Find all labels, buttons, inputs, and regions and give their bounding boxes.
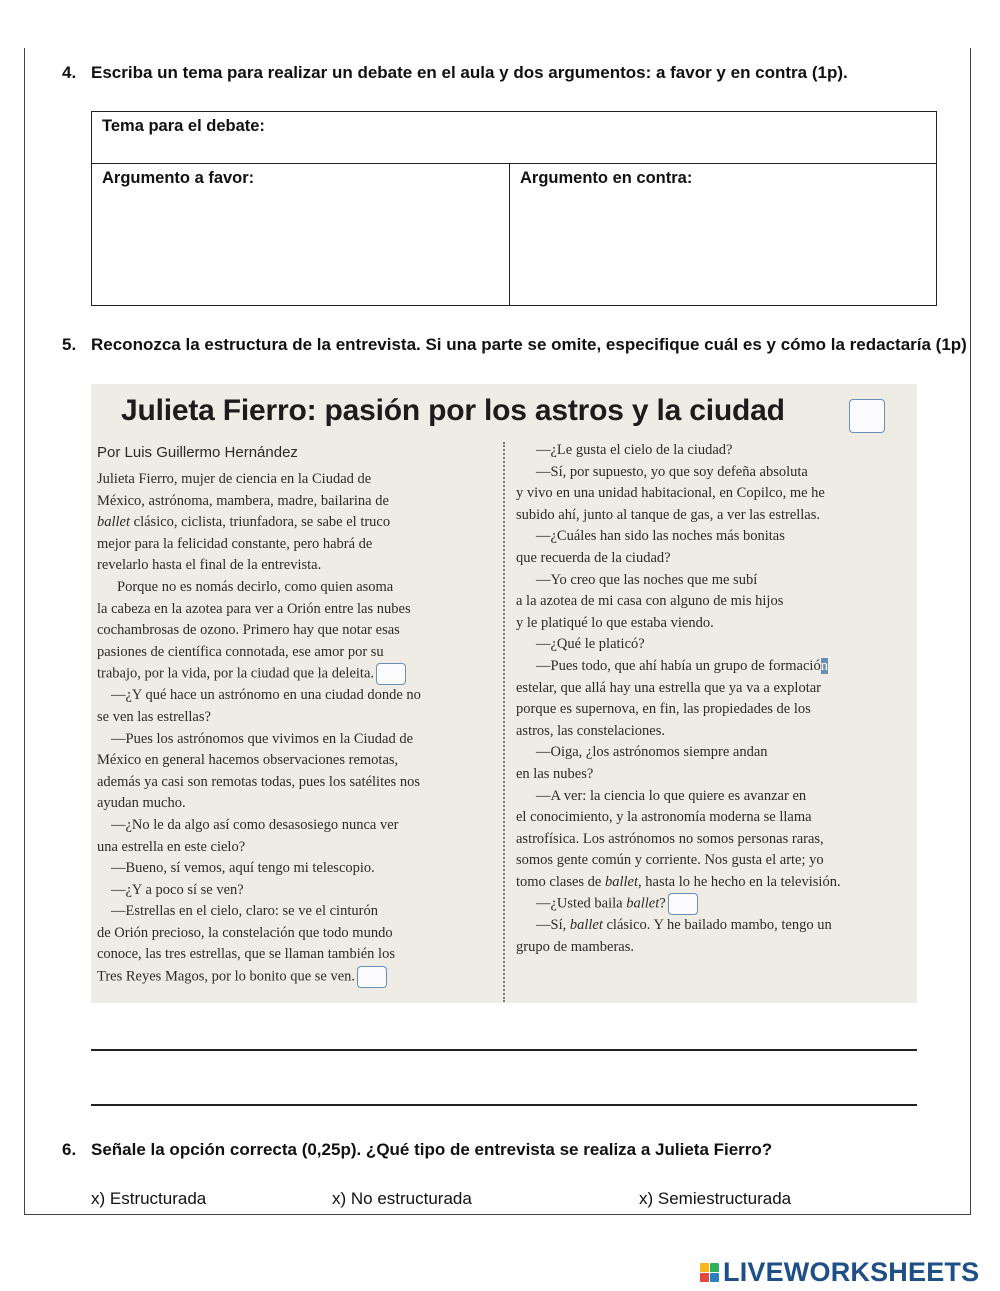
option-semiestructurada[interactable]: x) Semiestructurada [639,1189,792,1208]
article-line: trabajo, por la vida, por la ciudad que la deleita. [97,663,497,685]
article-line: ayudan mucho. [97,795,186,812]
argument-favor-label: Argumento a favor: [102,169,255,187]
logo-square [710,1263,719,1272]
option-no-estructurada[interactable]: x) No estructurada [332,1189,472,1208]
article-line: —A ver: la ciencia lo que quiere es avanzar en [536,787,807,804]
article-line: además ya casi son remotas todas, pues los satélites nos [97,773,420,790]
article-line: conoce, las tres estrellas, que se llaman también los [97,946,395,963]
article-line: y le platiqué lo que estaba viendo. [516,614,714,631]
option-estructurada[interactable]: x) Estructurada [91,1189,207,1208]
article-left-column [97,469,497,988]
article-line: —Sí, ballet clásico. Y he bailado mambo, tengo un [536,917,832,934]
article-line: —Sí, por supuesto, yo que soy defeña absoluta [536,463,808,480]
column-divider [503,442,505,1002]
article-line: —Pues todo, que ahí había un grupo de formación [536,657,828,674]
question-text: Reconozca la estructura de la entrevista. Si una parte se omite, especifique cuál es y cómo la redactaría (1p) [91,335,967,354]
ballet-word: ballet [97,514,131,531]
article-line: revelarlo hasta el final de la entrevista. [97,557,322,574]
article-line: la cabeza en la azotea para ver a Orión entre las nubes [97,600,411,617]
article-line: —¿Cuáles han sido las noches más bonitas [536,528,785,545]
highlighted-char: n [820,657,828,674]
question-number: 5. [62,335,77,354]
article-line: —Bueno, sí vemos, aquí tengo mi telescopio. [111,860,375,877]
logo-square [700,1273,709,1282]
debate-topic-cell[interactable] [92,112,936,164]
article-line: somos gente común y corriente. Nos gusta el arte; yo [516,852,824,869]
question-text: Señale la opción correcta (0,25p). ¿Qué tipo de entrevista se realiza a Julieta Fierro? [91,1140,773,1159]
debate-topic-label: Tema para el debate: [102,117,265,135]
argument-contra-label: Argumento en contra: [520,169,693,187]
article-line: —Estrellas en el cielo, claro: se ve el cinturón [111,903,378,920]
article-line: una estrella en este cielo? [97,838,246,855]
answer-box-title[interactable] [849,399,885,433]
article-line: subido ahí, junto al tanque de gas, a ver las estrellas. [516,506,821,523]
argument-favor-cell[interactable] [92,164,510,305]
article-line: a la azotea de mi casa con alguno de mis hijos [516,593,784,610]
article-line: ballet clásico, ciclista, triunfadora, se sabe el truco [97,514,391,531]
article-line: astros, las constelaciones. [516,722,665,739]
article-line: mejor para la felicidad constante, pero habrá de [97,535,373,552]
ballet-word: ballet [569,917,603,934]
answer-box-closing[interactable] [668,893,698,915]
article-line: —¿No le da algo así como desasosiego nunca ver [111,816,399,833]
argument-contra-cell[interactable] [510,164,936,305]
logo-square [710,1273,719,1282]
article-line: México en general hacemos observaciones remotas, [97,752,399,769]
article-right-column [516,440,912,959]
question-text: Escriba un tema para realizar un debate en el aula y dos argumentos: a favor y en contra (1p). [91,63,848,82]
article-line: Porque no es nomás decirlo, como quien asoma [117,578,394,595]
brand-name: LIVEWORKSHEETS [723,1256,980,1287]
article-title: Julieta Fierro: pasión por los astros y la ciudad [121,394,785,427]
answer-line-2[interactable] [91,1104,917,1106]
article-line: porque es supernova, en fin, las propiedades de los [516,701,811,718]
article-line: —Yo creo que las noches que me subí [536,571,758,588]
article-line: —¿Le gusta el cielo de la ciudad? [536,442,733,458]
article-line: estelar, que allá hay una estrella que ya va a explotar [516,679,821,696]
article-line: tomo clases de ballet, hasta lo he hecho en la televisión. [516,873,841,890]
article-line: en las nubes? [516,765,594,782]
article-line: grupo de mamberas. [516,939,634,956]
interview-article [91,384,917,1003]
article-line: el conocimiento, y la astronomía moderna se llama [516,809,812,826]
logo-square [700,1263,709,1272]
liveworksheets-logo [700,1257,979,1287]
article-line: y vivo en una unidad habitacional, en Copilco, me he [516,485,825,502]
answer-box-intro[interactable] [376,663,406,685]
article-line: pasiones de científica connotada, ese amor por su [97,643,384,660]
article-line: Julieta Fierro, mujer de ciencia en la Ciudad de [97,471,372,487]
debate-table [91,111,937,306]
article-line: —¿Y qué hace un astrónomo en una ciudad donde no [111,687,421,704]
article-line: Tres Reyes Magos, por lo bonito que se ven. [97,966,497,988]
article-line: astrofísica. Los astrónomos no somos personas raras, [516,830,824,847]
question-number: 4. [62,63,77,82]
question-number: 6. [62,1140,77,1159]
ballet-word: ballet [605,873,639,890]
article-line: —¿Y a poco sí se ven? [111,881,244,898]
liveworksheets-logo-icon [700,1263,719,1282]
article-line: de Orión precioso, la constelación que todo mundo [97,924,393,941]
article-line: cochambrosas de ozono. Primero hay que notar esas [97,622,400,639]
article-line: se ven las estrellas? [97,708,211,725]
article-line: —Oiga, ¿los astrónomos siempre andan [536,744,768,761]
answer-line-1[interactable] [91,1049,917,1051]
article-line: —Pues los astrónomos que vivimos en la Ciudad de [111,730,414,747]
article-byline: Por Luis Guillermo Hernández [97,444,298,461]
article-line: México, astrónoma, mambera, madre, bailarina de [97,492,389,509]
article-line: —¿Usted baila ballet? [516,893,912,915]
ballet-word: ballet [626,895,660,912]
article-line: que recuerda de la ciudad? [516,549,671,566]
article-line: —¿Qué le platicó? [536,636,645,653]
answer-box-body[interactable] [357,966,387,988]
